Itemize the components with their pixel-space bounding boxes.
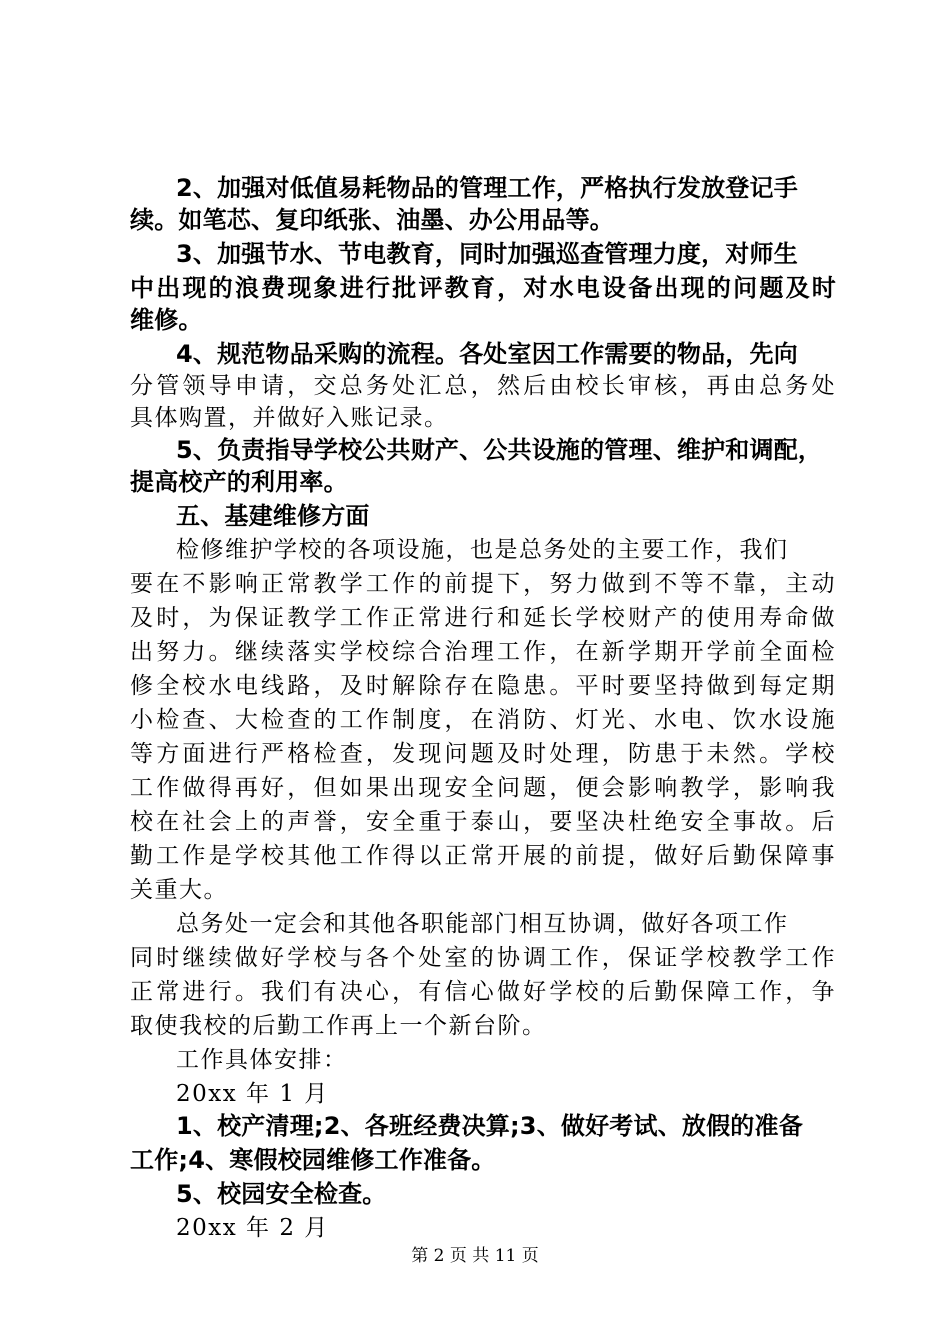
paragraph-line-text: 续。如笔芯、复印纸张、油墨、办公用品等。 xyxy=(130,206,614,234)
paragraph-line: 总务处一定会和其他各职能部门相互协调，做好各项工作 xyxy=(176,911,789,937)
paragraph-line: 及时，为保证教学工作正常进行和延长学校财产的使用寿命做 xyxy=(130,605,836,631)
paragraph-line: 检修维护学校的各项设施，也是总务处的主要工作，我们 xyxy=(176,537,789,563)
paragraph-line: 勤工作是学校其他工作得以正常开展的前提，做好后勤保障事 xyxy=(130,843,836,869)
paragraph-line: 工作做得再好，但如果出现安全问题，便会影响教学，影响我 xyxy=(130,775,836,801)
paragraph-line: 分管领导申请，交总务处汇总，然后由校长审核，再由总务处 xyxy=(130,373,836,399)
paragraph-line: 4、规范物品采购的流程。各处室因工作需要的物品，先向 xyxy=(176,340,798,368)
schedule-item: 工作;4、寒假校园维修工作准备。 xyxy=(130,1146,496,1174)
paragraph-line: 维修。 xyxy=(130,306,203,334)
paragraph-line: 等方面进行严格检查，发现问题及时处理，防患于未然。学校 xyxy=(130,741,836,767)
paragraph-line: 取使我校的后勤工作再上一个新台阶。 xyxy=(130,1013,547,1039)
paragraph-line: 关重大。 xyxy=(130,877,228,903)
schedule-item: 5、校园安全检查。 xyxy=(176,1180,387,1208)
paragraph-line: 3、加强节水、节电教育，同时加强巡查管理力度，对师生 xyxy=(176,240,798,268)
paragraph-line: 中出现的浪费现象进行批评教育，对水电设备出现的问题及时 xyxy=(130,274,836,302)
paragraph-line: 提高校产的利用率。 xyxy=(130,468,348,496)
paragraph-line: 具体购置，并做好入账记录。 xyxy=(130,405,449,431)
section-heading: 五、基建维修方面 xyxy=(176,502,370,530)
schedule-heading: 工作具体安排： xyxy=(176,1047,348,1073)
paragraph-line: 同时继续做好学校与各个处室的协调工作，保证学校教学工作 xyxy=(130,945,836,971)
paragraph-line: 要在不影响正常教学工作的前提下，努力做到不等不靠，主动 xyxy=(130,571,836,597)
paragraph-line: 出努力。继续落实学校综合治理工作，在新学期开学前全面检 xyxy=(130,639,836,665)
paragraph-line: 正常进行。我们有决心，有信心做好学校的后勤保障工作，争 xyxy=(130,979,836,1005)
paragraph-line: 2、加强对低值易耗物品的管理工作，严格执行发放登记手 xyxy=(176,174,798,202)
paragraph-line: 校在社会上的声誉，安全重于泰山，要坚决杜绝安全事故。后 xyxy=(130,809,836,835)
month-label: 20xx 年 2 月 xyxy=(176,1215,329,1241)
paragraph-line: 5、负责指导学校公共财产、公共设施的管理、维护和调配， xyxy=(176,436,823,464)
page-indicator: 第 2 页 共 11 页 xyxy=(411,1246,539,1266)
month-label: 20xx 年 1 月 xyxy=(176,1081,329,1107)
paragraph-line xyxy=(130,204,614,236)
paragraph-line: 修全校水电线路，及时解除存在隐患。平时要坚持做到每定期 xyxy=(130,673,836,699)
schedule-item: 1、校产清理;2、各班经费决算;3、做好考试、放假的准备 xyxy=(176,1112,803,1140)
paragraph-line: 小检查、大检查的工作制度，在消防、灯光、水电、饮水设施 xyxy=(130,707,836,733)
